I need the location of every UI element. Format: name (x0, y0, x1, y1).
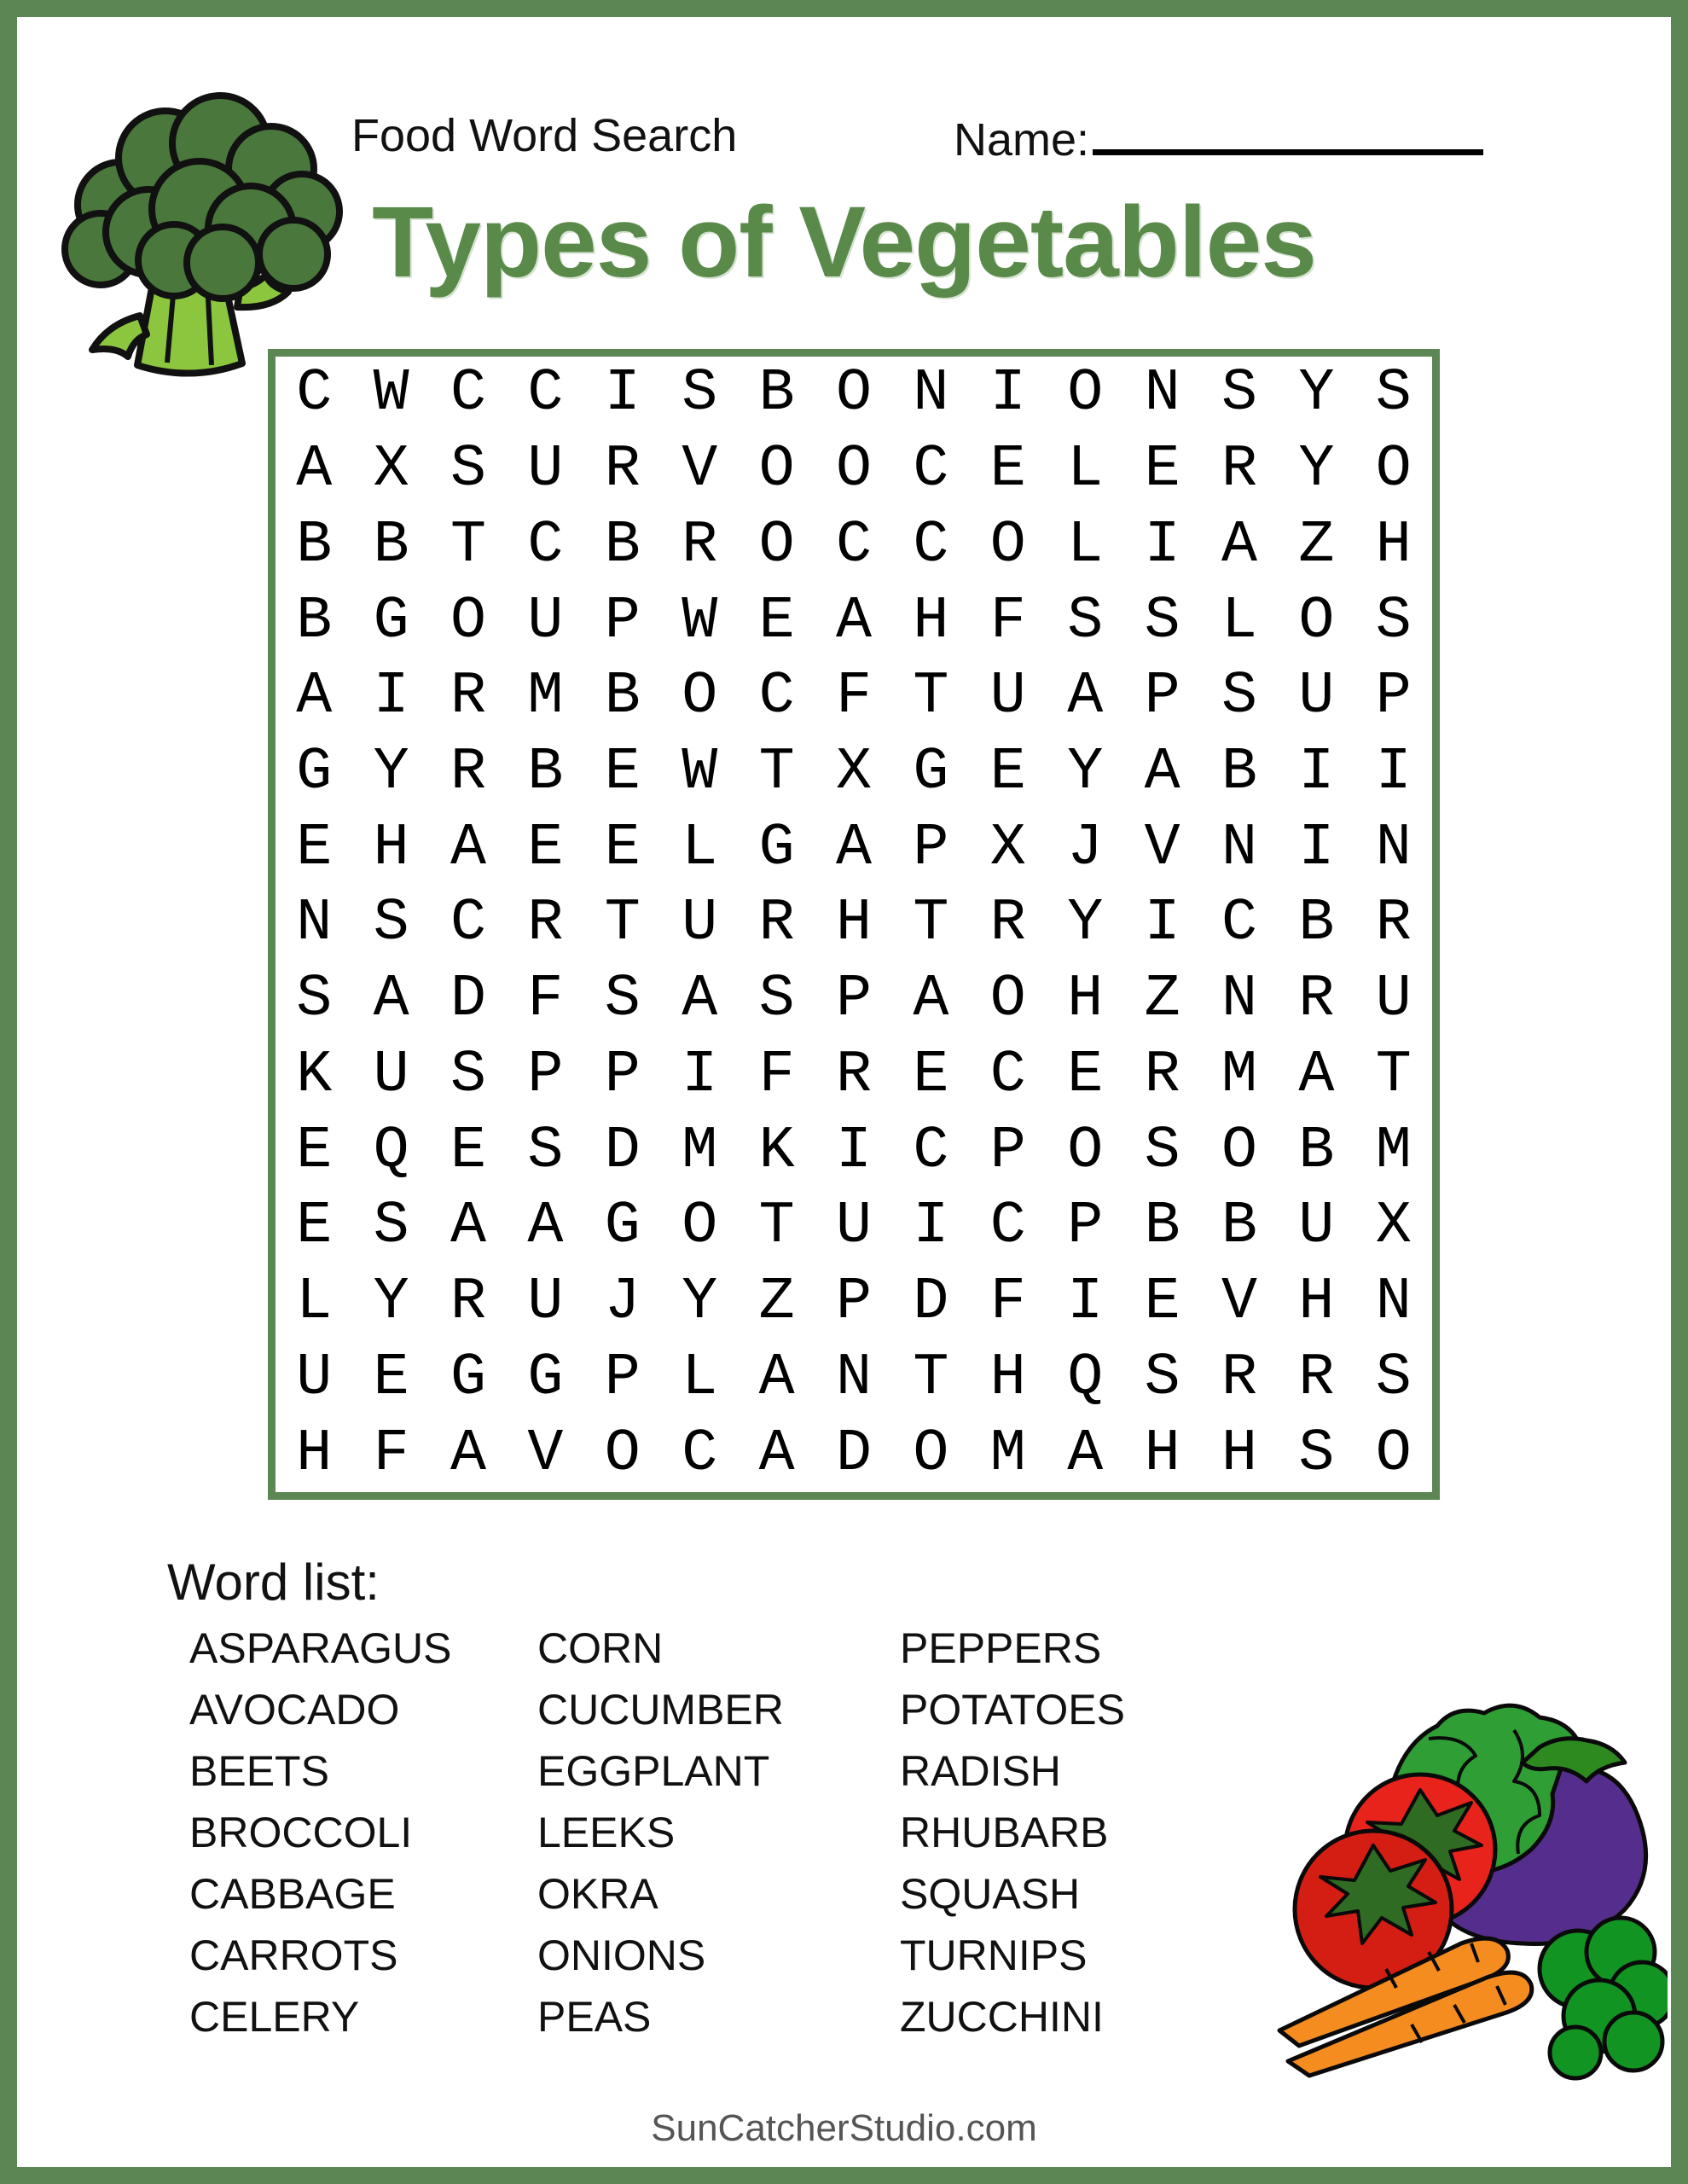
word-list-item: CABBAGE (189, 1870, 396, 1918)
grid-cell: P (835, 1269, 872, 1337)
word-list-item: CARROTS (189, 1931, 398, 1979)
grid-cell: M (1375, 1117, 1412, 1185)
grid-cell: D (604, 1117, 641, 1185)
grid-cell: N (1375, 1269, 1412, 1337)
grid-cell: L (1067, 436, 1104, 504)
grid-cell: O (604, 1420, 641, 1488)
grid-cell: L (682, 814, 718, 882)
grid-cell: W (682, 739, 718, 807)
grid-cell: F (527, 966, 564, 1034)
grid-cell: E (989, 739, 1026, 807)
word-list-item: ASPARAGUS (189, 1624, 452, 1672)
grid-cell: G (913, 739, 949, 807)
site-credit: SunCatcherStudio.com (651, 2107, 1037, 2149)
grid-cell: D (913, 1269, 949, 1337)
word-list-item: TURNIPS (900, 1931, 1088, 1979)
grid-cell: K (758, 1117, 795, 1185)
grid-cell: A (835, 814, 872, 882)
grid-cell: X (1375, 1193, 1412, 1261)
word-list-item: ZUCCHINI (900, 1993, 1104, 2041)
grid-cell: H (373, 814, 409, 882)
grid-cell: A (296, 663, 333, 731)
grid-cell: I (835, 1117, 872, 1185)
grid-cell: E (296, 1117, 333, 1185)
word-list-item: CORN (537, 1624, 664, 1672)
grid-cell: S (1221, 360, 1257, 428)
grid-cell: J (604, 1269, 641, 1337)
grid-cell: S (450, 436, 486, 504)
grid-cell: E (527, 814, 564, 882)
grid-cell: I (1067, 1269, 1104, 1337)
grid-cell: C (989, 1041, 1026, 1109)
grid-cell: F (989, 1269, 1026, 1337)
grid-cell: E (1144, 1269, 1180, 1337)
grid-cell: M (527, 663, 564, 731)
grid-cell: S (1144, 1117, 1180, 1185)
grid-cell: L (296, 1269, 333, 1337)
grid-cell: S (604, 966, 641, 1034)
grid-cell: P (835, 966, 872, 1034)
grid-cell: O (1298, 587, 1335, 655)
grid-cell: C (682, 1420, 718, 1488)
grid-cell: U (373, 1041, 409, 1109)
word-list-item: BROCCOLI (189, 1809, 413, 1856)
grid-cell: P (604, 587, 641, 655)
word-list-column (900, 1618, 1125, 2048)
grid-cell: K (296, 1041, 333, 1109)
grid-cell: L (1067, 511, 1104, 579)
grid-cell: H (1144, 1420, 1180, 1488)
grid-cell: T (913, 890, 949, 958)
word-grid (268, 349, 1440, 1500)
grid-cell: I (989, 360, 1026, 428)
grid-cell: Q (373, 1117, 409, 1185)
grid-cell: M (1221, 1041, 1257, 1109)
grid-cell: C (1221, 890, 1257, 958)
grid-cell: E (296, 814, 333, 882)
word-list-item: ONIONS (537, 1931, 706, 1979)
worksheet-type-label: Food Word Search (351, 110, 738, 161)
grid-cell: A (296, 436, 333, 504)
grid-cell: X (989, 814, 1026, 882)
grid-cell: P (604, 1041, 641, 1109)
grid-cell: P (527, 1041, 564, 1109)
grid-cell: S (527, 1117, 564, 1185)
page-title: Types of Vegetables (372, 186, 1316, 299)
grid-cell: Z (758, 1269, 795, 1337)
grid-cell: S (450, 1041, 486, 1109)
grid-cell: A (1221, 511, 1257, 579)
grid-cell: V (1144, 814, 1180, 882)
grid-cell: U (835, 1193, 872, 1261)
grid-cell: B (1298, 890, 1335, 958)
grid-cell: F (835, 663, 872, 731)
grid-cell: S (682, 360, 718, 428)
word-list-item: PEAS (537, 1993, 652, 2041)
grid-cell: V (1221, 1269, 1257, 1337)
grid-cell: P (1144, 663, 1180, 731)
grid-cell: R (835, 1041, 872, 1109)
grid-cell: N (913, 360, 949, 428)
grid-cell: Q (1067, 1344, 1104, 1412)
grid-cell: J (1067, 814, 1104, 882)
grid-cell: O (1375, 1420, 1412, 1488)
grid-cell: P (989, 1117, 1026, 1185)
grid-cell: A (373, 966, 409, 1034)
grid-cell: A (1298, 1041, 1335, 1109)
grid-cell: O (835, 360, 872, 428)
grid-cell: G (450, 1344, 486, 1412)
grid-cell: B (1221, 1193, 1257, 1261)
word-list-item: CUCUMBER (537, 1686, 784, 1734)
name-field (954, 109, 1483, 166)
name-label: Name: (954, 114, 1090, 166)
grid-cell: T (450, 511, 486, 579)
grid-cell: A (682, 966, 718, 1034)
grid-cell: E (373, 1344, 409, 1412)
grid-cell: T (913, 663, 949, 731)
grid-cell: E (989, 436, 1026, 504)
grid-cell: G (527, 1344, 564, 1412)
grid-cell: N (296, 890, 333, 958)
word-list-item: PEPPERS (900, 1624, 1102, 1672)
grid-cell: F (989, 587, 1026, 655)
grid-cell: S (1298, 1420, 1335, 1488)
grid-cell: Y (1298, 360, 1335, 428)
grid-cell: G (373, 587, 409, 655)
grid-cell: H (1298, 1269, 1335, 1337)
word-list-column (537, 1618, 784, 2048)
grid-cell: B (1221, 739, 1257, 807)
word-list-item: POTATOES (900, 1686, 1125, 1734)
grid-cell: T (758, 739, 795, 807)
grid-cell: L (1221, 587, 1257, 655)
grid-cell: P (913, 814, 949, 882)
grid-cell: A (450, 1420, 486, 1488)
grid-cell: B (296, 587, 333, 655)
grid-cell: O (682, 663, 718, 731)
word-list-column (189, 1618, 452, 2048)
grid-cell: I (373, 663, 409, 731)
grid-cell: B (604, 511, 641, 579)
grid-cell: O (758, 436, 795, 504)
grid-cell: A (758, 1420, 795, 1488)
grid-cell: W (373, 360, 409, 428)
grid-cell: P (1375, 663, 1412, 731)
grid-cell: S (1221, 663, 1257, 731)
grid-cell: H (1375, 511, 1412, 579)
grid-cell: S (296, 966, 333, 1034)
grid-cell: N (1375, 814, 1412, 882)
grid-cell: U (527, 587, 564, 655)
grid-cell: R (450, 739, 486, 807)
grid-cell: R (450, 663, 486, 731)
grid-cell: U (527, 1269, 564, 1337)
grid-cell: O (989, 966, 1026, 1034)
grid-cell: B (1144, 1193, 1180, 1261)
grid-cell: R (450, 1269, 486, 1337)
grid-cell: I (1144, 890, 1180, 958)
grid-cell: Y (682, 1269, 718, 1337)
word-list-item: RADISH (900, 1747, 1061, 1795)
grid-cell: S (1375, 360, 1412, 428)
grid-cell: S (373, 1193, 409, 1261)
grid-cell: O (758, 511, 795, 579)
grid-cell: Y (1067, 890, 1104, 958)
grid-cell: C (835, 511, 872, 579)
grid-cell: B (604, 663, 641, 731)
grid-cell: I (1298, 739, 1335, 807)
grid-cell: E (1144, 436, 1180, 504)
grid-cell: R (1144, 1041, 1180, 1109)
grid-cell: I (913, 1193, 949, 1261)
grid-cell: A (1067, 663, 1104, 731)
grid-cell: C (450, 890, 486, 958)
grid-cell: E (913, 1041, 949, 1109)
grid-cell: R (527, 890, 564, 958)
grid-cell: R (1298, 966, 1335, 1034)
grid-cell: R (682, 511, 718, 579)
word-list-heading: Word list: (167, 1554, 380, 1611)
word-list-item: SQUASH (900, 1870, 1081, 1918)
grid-cell: N (1144, 360, 1180, 428)
word-list-item: CELERY (189, 1993, 360, 2041)
grid-cell: A (913, 966, 949, 1034)
grid-cell: P (604, 1344, 641, 1412)
grid-cell: M (682, 1117, 718, 1185)
grid-cell: H (296, 1420, 333, 1488)
grid-cell: T (604, 890, 641, 958)
grid-cell: A (527, 1193, 564, 1261)
grid-cell: B (373, 511, 409, 579)
grid-cell: O (989, 511, 1026, 579)
grid-cell: B (296, 511, 333, 579)
grid-cell: R (1221, 436, 1257, 504)
grid-cell: E (1067, 1041, 1104, 1109)
grid-cell: R (1375, 890, 1412, 958)
grid-cell: B (527, 739, 564, 807)
grid-cell: I (604, 360, 641, 428)
grid-cell: G (604, 1193, 641, 1261)
grid-cell: O (913, 1420, 949, 1488)
grid-cell: L (682, 1344, 718, 1412)
grid-cell: R (604, 436, 641, 504)
grid-cell: H (1221, 1420, 1257, 1488)
grid-cell: O (1067, 360, 1104, 428)
grid-cell: C (913, 436, 949, 504)
grid-cell: S (1144, 587, 1180, 655)
grid-cell: U (1298, 1193, 1335, 1261)
grid-cell: E (604, 739, 641, 807)
grid-cell: R (1221, 1344, 1257, 1412)
grid-cell: V (527, 1420, 564, 1488)
grid-cell: C (296, 360, 333, 428)
grid-cell: O (835, 436, 872, 504)
grid-cell: U (527, 436, 564, 504)
grid-cell: O (1375, 436, 1412, 504)
grid-cell: S (373, 890, 409, 958)
grid-cell: S (1067, 587, 1104, 655)
grid-cell: T (758, 1193, 795, 1261)
grid-cell: N (1221, 814, 1257, 882)
grid-cell: A (450, 814, 486, 882)
grid-cell: C (527, 360, 564, 428)
grid-cell: D (450, 966, 486, 1034)
grid-cell: O (682, 1193, 718, 1261)
grid-cell: I (1298, 814, 1335, 882)
grid-cell: T (913, 1344, 949, 1412)
grid-cell: U (1298, 663, 1335, 731)
grid-cell: H (835, 890, 872, 958)
grid-cell: E (296, 1193, 333, 1261)
grid-cell: Y (373, 1269, 409, 1337)
grid-cell: D (835, 1420, 872, 1488)
grid-cell: X (373, 436, 409, 504)
grid-cell: O (1221, 1117, 1257, 1185)
grid-cell: G (758, 814, 795, 882)
word-list-item: LEEKS (537, 1809, 676, 1856)
grid-cell: A (758, 1344, 795, 1412)
grid-cell: V (682, 436, 718, 504)
grid-cell: O (450, 587, 486, 655)
grid-cell: P (1067, 1193, 1104, 1261)
grid-cell: A (1144, 739, 1180, 807)
word-list-item: BEETS (189, 1747, 329, 1795)
grid-cell: R (758, 890, 795, 958)
grid-cell: E (604, 814, 641, 882)
grid-cell: C (913, 1117, 949, 1185)
grid-cell: T (1375, 1041, 1412, 1109)
grid-cell: Y (1298, 436, 1335, 504)
grid-cell: H (1067, 966, 1104, 1034)
word-list-item: AVOCADO (189, 1686, 400, 1734)
word-list-item: EGGPLANT (537, 1747, 770, 1795)
grid-cell: W (682, 587, 718, 655)
grid-cell: Z (1298, 511, 1335, 579)
word-list-item: OKRA (537, 1870, 658, 1918)
grid-cell: Z (1144, 966, 1180, 1034)
grid-cell: I (1375, 739, 1412, 807)
grid-cell: G (296, 739, 333, 807)
grid-cell: Y (373, 739, 409, 807)
grid-cell: U (1375, 966, 1412, 1034)
grid-cell: A (1067, 1420, 1104, 1488)
vegetables-icon (1258, 1687, 1668, 2088)
grid-cell: N (1221, 966, 1257, 1034)
grid-cell: A (835, 587, 872, 655)
grid-cell: A (450, 1193, 486, 1261)
grid-cell: R (1298, 1344, 1335, 1412)
grid-cell: M (989, 1420, 1026, 1488)
grid-cell: S (1375, 587, 1412, 655)
grid-cell: S (758, 966, 795, 1034)
grid-cell: C (758, 663, 795, 731)
grid-cell: E (450, 1117, 486, 1185)
grid-cell: C (450, 360, 486, 428)
grid-cell: C (989, 1193, 1026, 1261)
grid-cell: R (989, 890, 1026, 958)
grid-cell: O (1067, 1117, 1104, 1185)
grid-cell: B (758, 360, 795, 428)
grid-cell: F (373, 1420, 409, 1488)
grid-cell: B (1298, 1117, 1335, 1185)
grid-cell: H (913, 587, 949, 655)
name-blank-line (1093, 109, 1483, 155)
grid-cell: C (913, 511, 949, 579)
grid-cell: U (296, 1344, 333, 1412)
grid-cell: H (989, 1344, 1026, 1412)
grid-cell: C (527, 511, 564, 579)
grid-cell: S (1375, 1344, 1412, 1412)
grid-cell: U (989, 663, 1026, 731)
grid-cell: U (682, 890, 718, 958)
grid-cell: Y (1067, 739, 1104, 807)
grid-cell: S (1144, 1344, 1180, 1412)
grid-cell: E (758, 587, 795, 655)
grid-cell: I (682, 1041, 718, 1109)
grid-cell: F (758, 1041, 795, 1109)
grid-cell: I (1144, 511, 1180, 579)
word-list-item: RHUBARB (900, 1809, 1109, 1856)
grid-cell: N (835, 1344, 872, 1412)
grid-cell: X (835, 739, 872, 807)
